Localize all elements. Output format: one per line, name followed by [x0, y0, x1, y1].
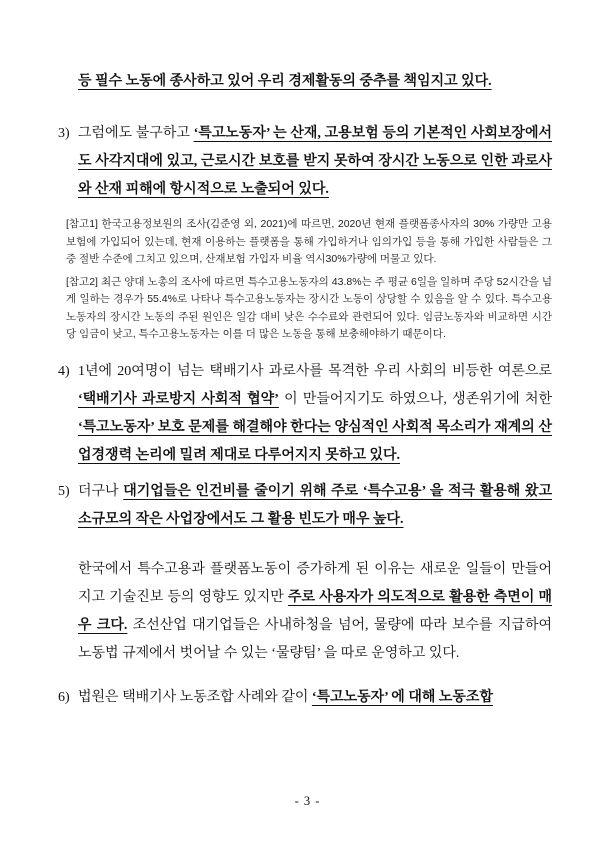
emphasized-text: 주로 사용자가 의도적으로 활용한 측면이 매우 크다.	[78, 589, 552, 633]
text-segment: 더구나	[78, 483, 124, 499]
list-item-4	[58, 358, 552, 470]
text-segment: 이 만들어지기도 하였으나, 생존위기에 처한	[278, 391, 552, 407]
list-item-6	[58, 684, 552, 712]
page-number: - 3 -	[294, 794, 321, 808]
list-item-text	[78, 120, 552, 204]
list-item-text	[78, 684, 552, 712]
paragraph-continuation	[58, 68, 552, 96]
list-item-5	[58, 478, 552, 534]
footnote-2	[66, 274, 552, 344]
footnote-label: [참고2]	[66, 275, 98, 288]
footnote-text: 최근 양대 노총의 조사에 따르면 특수고용노동자의 43.8%는 주 평균 6일을 일하며 주당 52시간을 넘게 일하는 경우가 55.4%로 나타나 특수고용노동자는 장시간 노동이 상당할 수 있음을 알 수 있다. 특수고용노동자의 장시간 노동의 주된 원인은 일감 대비 낮은 수수료와 관련되어 있다. 임금노동자와 비교하면 시간당 임금이 낮고, 특수고용노동자는 이를 더 많은 노동을 통해 보충해야하기 때문이다.	[66, 275, 552, 340]
text-segment: 1년에 20여명이 넘는 택배기사 과로사를 목격한 우리 사회의 비등한 여론으로	[78, 363, 552, 379]
emphasized-text: ‘특고노동자’ 보호 문제를 해결해야 한다는 양심적인 사회적 목소리가 재계의 산업경쟁력 논리에 밀려 제대로 다루어지지 못하고 있다.	[78, 419, 552, 463]
document-content	[58, 68, 552, 712]
list-item-text	[78, 478, 552, 534]
text-segment: 등 필수 노동에 종사하고 있어 우리 경제활동의 중추를 책임지고 있다.	[78, 74, 492, 89]
list-item-number: 4)	[58, 363, 70, 379]
list-item-3	[58, 120, 552, 204]
list-item-number: 6)	[58, 689, 70, 705]
text-segment: 한국에서 특수고용과 플랫폼노동이 증가하게 된 이유는 새로운 일들이 만들어지고 기술진보 등의 영향도 있지만	[78, 561, 552, 605]
footnote-1	[66, 216, 552, 269]
text-segment: 그럼에도 불구하고	[78, 126, 194, 141]
list-item-number: 5)	[58, 483, 70, 499]
emphasized-text: 대기업들은 인건비를 줄이기 위해 주로 ‘특수고용’ 을 적극 활용해 왔고 소규모의 작은 사업장에서도 그 활용 빈도가 매우 높다.	[78, 483, 552, 527]
text-segment: 법원은 택배기사 노동조합 사례와 같이	[78, 689, 312, 705]
emphasized-text: ‘특고노동자’ 는 산재, 고용보험 등의 기본적인 사회보장에서도 사각지대에 있고, 근로시간 보호를 받지 못하여 장시간 노동으로 인한 과로사와 산재 피해에 항시적으로 노출되어 있다.	[78, 126, 552, 197]
emphasized-text: ‘택배기사 과로방지 사회적 협약’	[78, 391, 279, 407]
body-paragraph	[58, 556, 552, 668]
list-item-text	[78, 358, 552, 470]
footnote-label: [참고1]	[66, 218, 98, 230]
footnote-text: 한국고용정보원의 조사(김준영 외, 2021)에 따르면, 2020년 현재 플랫폼종사자의 30% 가량만 고용보험에 가입되어 있는데, 현재 이용하는 플랫폼을 통해 가입하거나 임의가입 등을 통해 가입한 사람들은 그 중 절반 수준에 그치고 있으며, 산재보험 가입자 비율 역시30%가량에 머물고 있다.	[66, 218, 553, 265]
list-item-number: 3)	[58, 126, 70, 141]
text-segment: 조선산업 대기업들은 사내하청을 넘어, 물량에 따라 보수를 지급하여 노동법 규제에서 벗어날 수 있는 ‘물량팀’ 을 따로 운영하고 있다.	[78, 617, 553, 661]
emphasized-text: ‘특고노동자’ 에 대해 노동조합	[311, 689, 493, 705]
